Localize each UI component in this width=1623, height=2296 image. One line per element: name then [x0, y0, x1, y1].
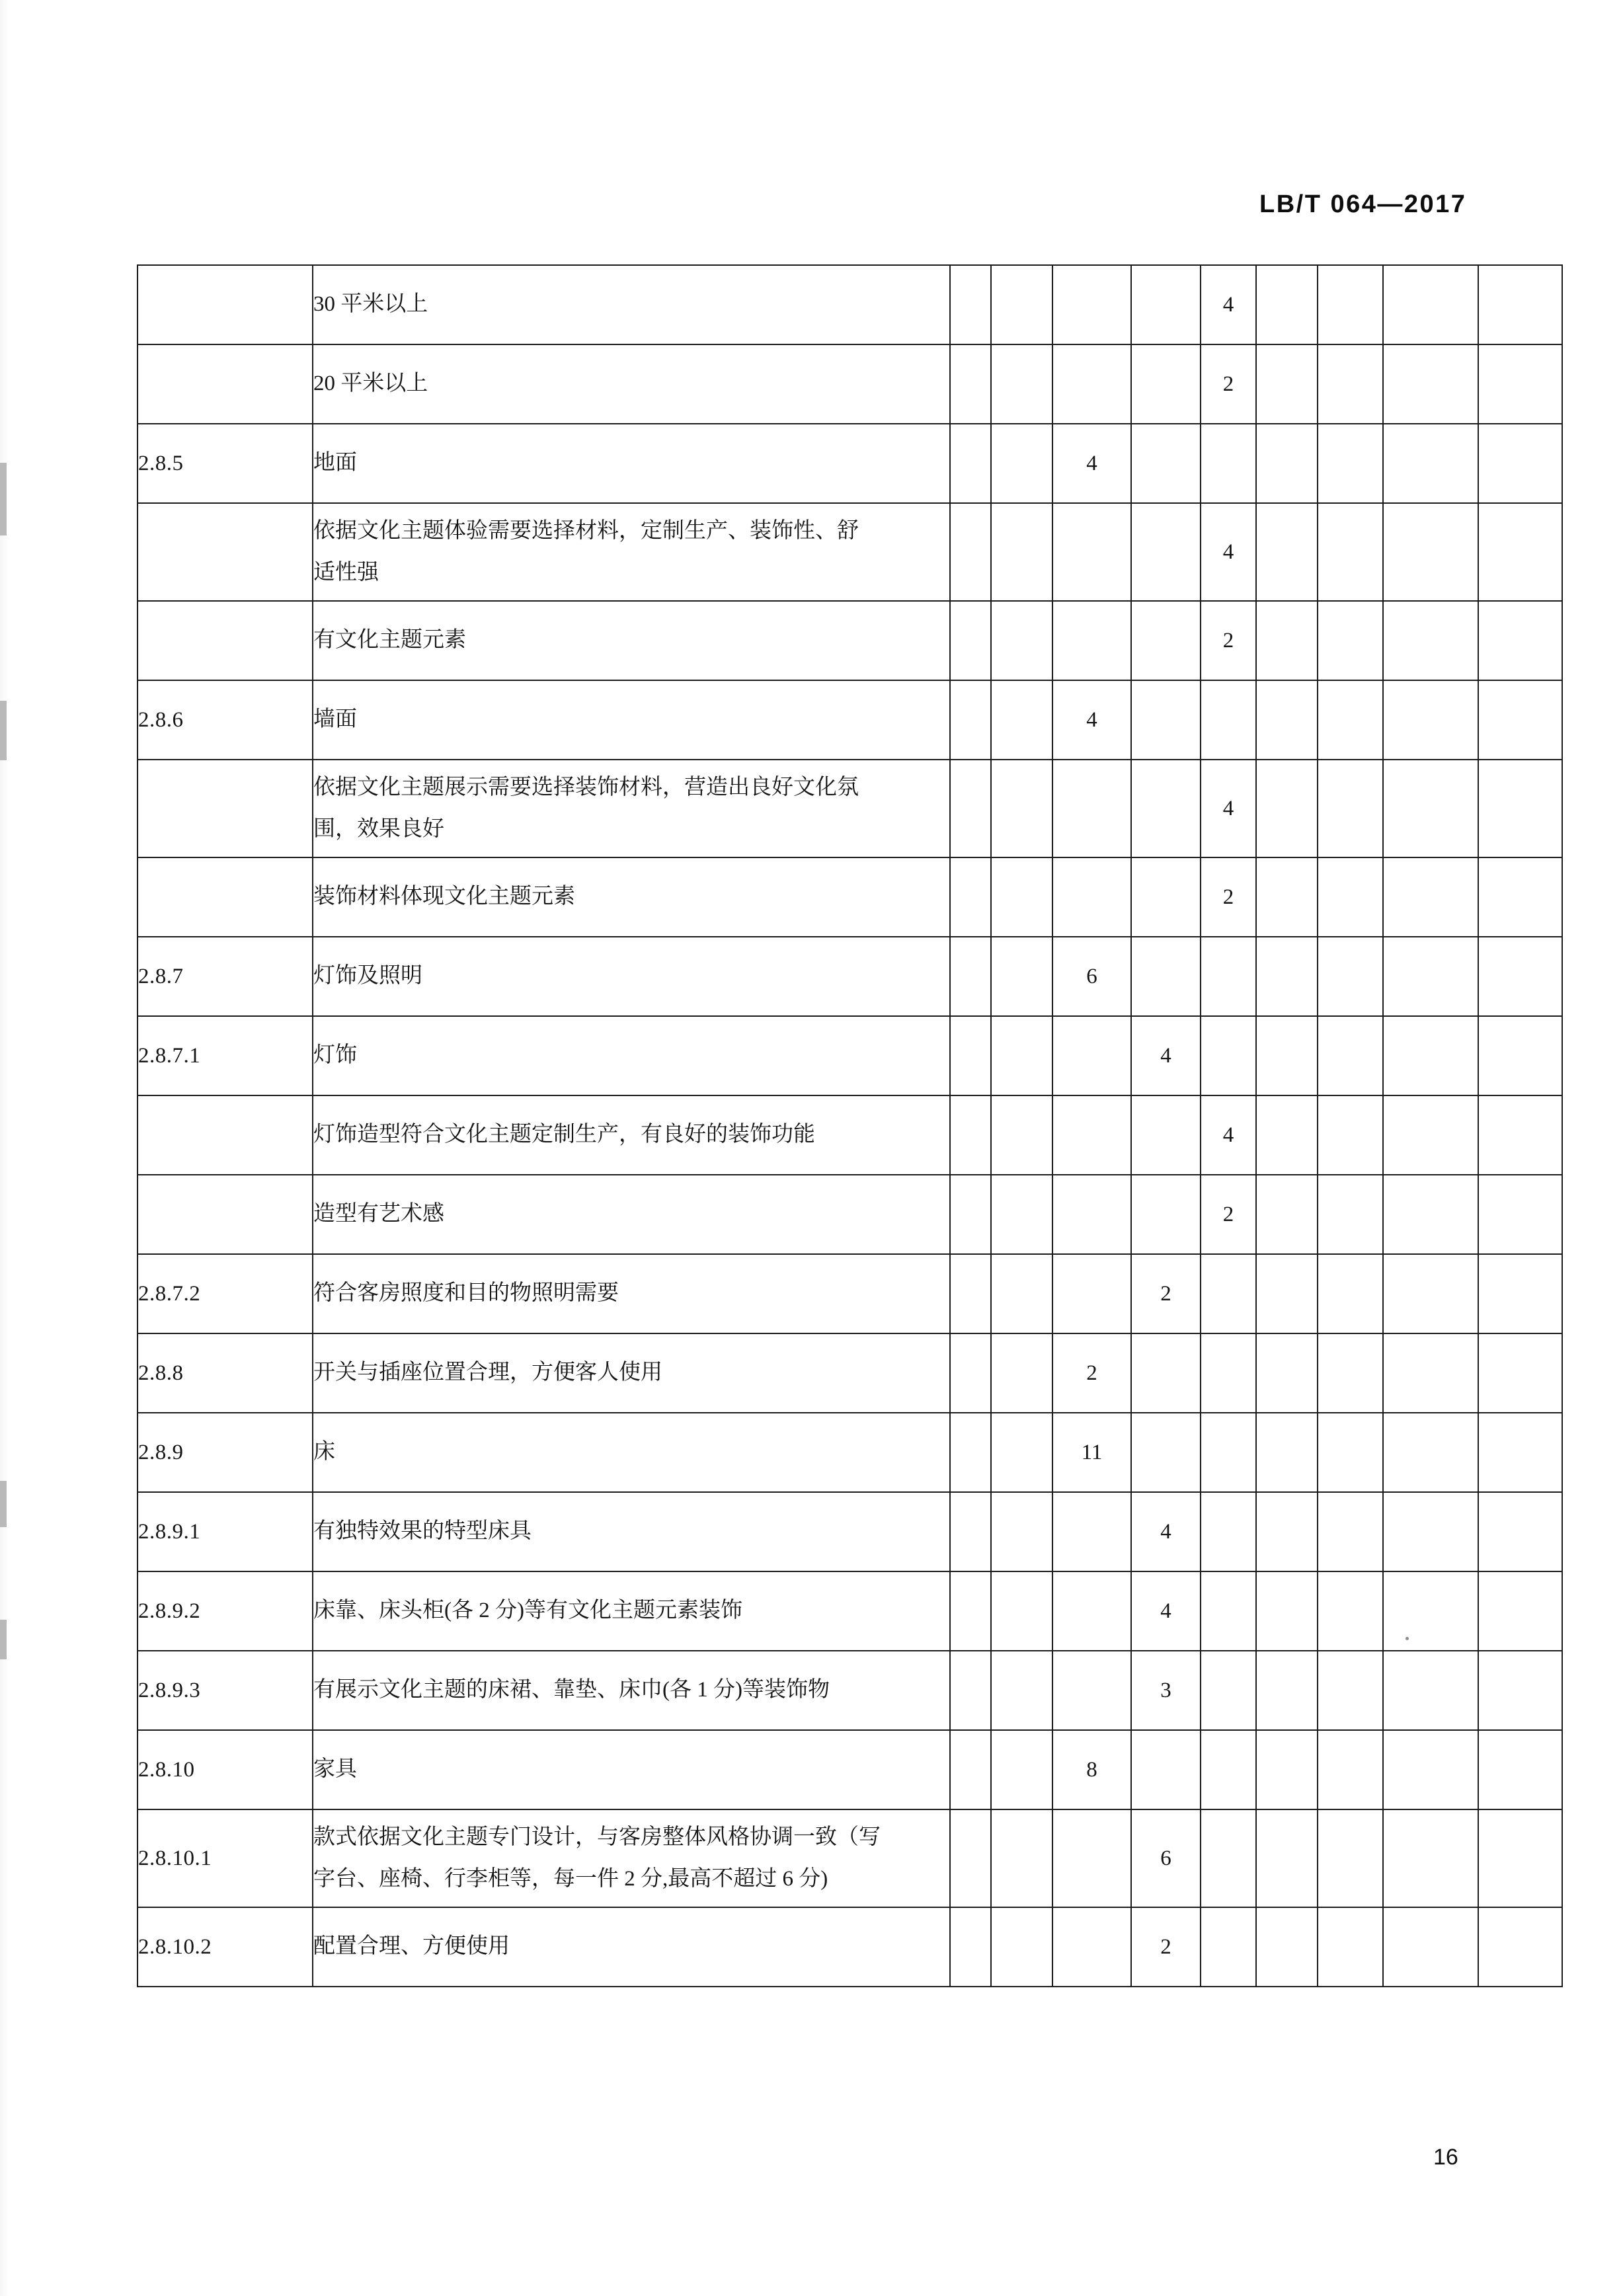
table-row	[138, 1492, 1562, 1571]
score-cell-c1	[950, 424, 991, 503]
score-cell-c8	[1383, 1175, 1478, 1254]
description-line: 装饰材料体现文化主题元素	[313, 885, 575, 909]
score-cell-c3: 4	[1052, 680, 1131, 760]
score-cell-c7	[1318, 424, 1383, 503]
table-row	[138, 344, 1562, 424]
score-cell-c9	[1478, 1413, 1562, 1492]
score-cell-c2	[991, 424, 1052, 503]
score-cell-c3	[1052, 1571, 1131, 1651]
score-cell-c2	[991, 1016, 1052, 1095]
score-cell-c9	[1478, 1492, 1562, 1571]
row-index-cell: 2.8.7.1	[138, 1016, 313, 1095]
score-cell-c5: 4	[1201, 760, 1256, 857]
row-description-cell	[313, 344, 950, 424]
score-cell-c2	[991, 857, 1052, 937]
description-line: 开关与插座位置合理，方便客人使用	[313, 1361, 662, 1385]
score-cell-c5: 4	[1201, 1095, 1256, 1175]
score-cell-c9	[1478, 424, 1562, 503]
row-description-cell	[313, 1254, 950, 1333]
score-cell-c2	[991, 1333, 1052, 1413]
score-cell-c3	[1052, 1095, 1131, 1175]
score-cell-c4: 4	[1131, 1492, 1201, 1571]
description-line: 地面	[313, 451, 357, 475]
score-cell-c8	[1383, 1016, 1478, 1095]
score-cell-c4: 2	[1131, 1907, 1201, 1987]
score-cell-c8	[1383, 760, 1478, 857]
score-cell-c6	[1256, 503, 1318, 601]
score-cell-c3: 4	[1052, 424, 1131, 503]
row-description-cell	[313, 1809, 950, 1907]
score-cell-c4: 2	[1131, 1254, 1201, 1333]
score-cell-c3	[1052, 503, 1131, 601]
description-line: 有文化主题元素	[313, 628, 466, 653]
score-cell-c1	[950, 1016, 991, 1095]
scan-tick-artifact	[0, 463, 7, 535]
table-row	[138, 1333, 1562, 1413]
table-row	[138, 424, 1562, 503]
score-cell-c8	[1383, 344, 1478, 424]
row-index-cell: 2.8.10	[138, 1730, 313, 1809]
score-cell-c9	[1478, 1907, 1562, 1987]
table-row	[138, 1095, 1562, 1175]
score-cell-c6	[1256, 1730, 1318, 1809]
score-cell-c5: 4	[1201, 265, 1256, 344]
score-cell-c2	[991, 1413, 1052, 1492]
score-cell-c8	[1383, 1809, 1478, 1907]
scan-tick-artifact	[0, 701, 7, 760]
score-cell-c3: 6	[1052, 937, 1131, 1016]
table-row	[138, 1730, 1562, 1809]
table-row	[138, 1809, 1562, 1907]
description-line: 有独特效果的特型床具	[313, 1519, 532, 1544]
row-description-cell	[313, 857, 950, 937]
score-cell-c3	[1052, 265, 1131, 344]
score-cell-c6	[1256, 857, 1318, 937]
score-cell-c8	[1383, 937, 1478, 1016]
score-cell-c7	[1318, 1730, 1383, 1809]
score-cell-c1	[950, 680, 991, 760]
score-cell-c9	[1478, 1095, 1562, 1175]
score-cell-c3	[1052, 1254, 1131, 1333]
row-index-cell	[138, 344, 313, 424]
row-index-cell	[138, 760, 313, 857]
score-cell-c2	[991, 680, 1052, 760]
row-description-cell	[313, 503, 950, 601]
scan-tick-artifact	[0, 1620, 7, 1659]
score-cell-c3: 8	[1052, 1730, 1131, 1809]
score-cell-c4	[1131, 424, 1201, 503]
row-index-cell: 2.8.10.2	[138, 1907, 313, 1987]
description-line: 30 平米以上	[313, 292, 428, 317]
score-cell-c2	[991, 1175, 1052, 1254]
score-cell-c1	[950, 1254, 991, 1333]
score-cell-c1	[950, 265, 991, 344]
row-index-cell: 2.8.5	[138, 424, 313, 503]
score-cell-c6	[1256, 601, 1318, 680]
row-description-cell	[313, 760, 950, 857]
score-cell-c7	[1318, 1095, 1383, 1175]
row-description-cell	[313, 1651, 950, 1730]
score-cell-c2	[991, 937, 1052, 1016]
score-cell-c5	[1201, 1333, 1256, 1413]
description-line: 有展示文化主题的床裙、靠垫、床巾(各 1 分)等装饰物	[313, 1678, 830, 1702]
score-cell-c3	[1052, 601, 1131, 680]
table-row	[138, 265, 1562, 344]
score-cell-c7	[1318, 1175, 1383, 1254]
score-cell-c1	[950, 1095, 991, 1175]
score-cell-c4	[1131, 503, 1201, 601]
score-cell-c1	[950, 1651, 991, 1730]
score-cell-c2	[991, 344, 1052, 424]
score-cell-c9	[1478, 680, 1562, 760]
score-cell-c8	[1383, 1333, 1478, 1413]
score-cell-c6	[1256, 1571, 1318, 1651]
score-cell-c1	[950, 601, 991, 680]
score-cell-c6	[1256, 1016, 1318, 1095]
score-cell-c9	[1478, 601, 1562, 680]
score-cell-c5	[1201, 1571, 1256, 1651]
score-cell-c1	[950, 1907, 991, 1987]
row-description-cell	[313, 1016, 950, 1095]
score-cell-c6	[1256, 1333, 1318, 1413]
score-cell-c7	[1318, 1333, 1383, 1413]
row-index-cell	[138, 601, 313, 680]
score-cell-c8	[1383, 424, 1478, 503]
score-cell-c9	[1478, 1809, 1562, 1907]
score-cell-c5	[1201, 1016, 1256, 1095]
score-cell-c9	[1478, 1016, 1562, 1095]
scan-tick-artifact	[0, 1481, 7, 1527]
score-cell-c6	[1256, 1907, 1318, 1987]
score-cell-c4	[1131, 680, 1201, 760]
table-row	[138, 1571, 1562, 1651]
score-cell-c5: 4	[1201, 503, 1256, 601]
score-cell-c9	[1478, 1571, 1562, 1651]
score-cell-c7	[1318, 265, 1383, 344]
score-cell-c7	[1318, 857, 1383, 937]
row-description-cell	[313, 1907, 950, 1987]
row-description-cell	[313, 1333, 950, 1413]
evaluation-criteria-table	[137, 264, 1563, 1987]
score-cell-c4	[1131, 1175, 1201, 1254]
description-line: 配置合理、方便使用	[313, 1934, 510, 1959]
score-cell-c3	[1052, 1651, 1131, 1730]
table-row	[138, 1651, 1562, 1730]
score-cell-c8	[1383, 1254, 1478, 1333]
description-line: 依据文化主题展示需要选择装饰材料，营造出良好文化氛	[313, 775, 859, 799]
row-index-cell	[138, 503, 313, 601]
row-description-cell	[313, 1175, 950, 1254]
row-index-cell	[138, 1175, 313, 1254]
score-cell-c8	[1383, 265, 1478, 344]
description-line: 床靠、床头柜(各 2 分)等有文化主题元素装饰	[313, 1599, 742, 1623]
score-cell-c3: 2	[1052, 1333, 1131, 1413]
description-line: 灯饰造型符合文化主题定制生产，有良好的装饰功能	[313, 1123, 815, 1147]
score-cell-c1	[950, 503, 991, 601]
score-cell-c2	[991, 1095, 1052, 1175]
score-cell-c1	[950, 1333, 991, 1413]
row-description-cell	[313, 601, 950, 680]
score-cell-c8	[1383, 1730, 1478, 1809]
score-cell-c2	[991, 1907, 1052, 1987]
score-cell-c8	[1383, 1907, 1478, 1987]
row-description-cell	[313, 265, 950, 344]
score-cell-c4	[1131, 937, 1201, 1016]
score-cell-c9	[1478, 1333, 1562, 1413]
description-line: 灯饰	[313, 1043, 357, 1068]
score-cell-c4	[1131, 1413, 1201, 1492]
score-cell-c4: 4	[1131, 1571, 1201, 1651]
score-cell-c3: 11	[1052, 1413, 1131, 1492]
score-cell-c5	[1201, 1492, 1256, 1571]
score-cell-c3	[1052, 1175, 1131, 1254]
row-description-cell	[313, 1413, 950, 1492]
score-cell-c7	[1318, 1907, 1383, 1987]
score-cell-c8	[1383, 1651, 1478, 1730]
score-cell-c7	[1318, 1016, 1383, 1095]
score-cell-c5	[1201, 680, 1256, 760]
score-cell-c8	[1383, 503, 1478, 601]
score-cell-c4: 4	[1131, 1016, 1201, 1095]
score-cell-c6	[1256, 1254, 1318, 1333]
score-cell-c2	[991, 1651, 1052, 1730]
score-cell-c4	[1131, 265, 1201, 344]
score-cell-c5	[1201, 424, 1256, 503]
row-index-cell	[138, 1095, 313, 1175]
row-description-cell	[313, 1730, 950, 1809]
score-cell-c3	[1052, 857, 1131, 937]
standard-code-header: LB/T 064—2017	[1259, 190, 1467, 218]
score-cell-c6	[1256, 1651, 1318, 1730]
score-cell-c6	[1256, 344, 1318, 424]
table-row	[138, 760, 1562, 857]
row-description-cell	[313, 1571, 950, 1651]
description-line: 围，效果良好	[313, 817, 444, 841]
row-index-cell: 2.8.7.2	[138, 1254, 313, 1333]
score-cell-c6	[1256, 937, 1318, 1016]
row-description-cell	[313, 424, 950, 503]
score-cell-c9	[1478, 1254, 1562, 1333]
score-cell-c6	[1256, 1175, 1318, 1254]
description-line: 墙面	[313, 707, 357, 732]
description-line: 家具	[313, 1757, 357, 1782]
score-cell-c7	[1318, 760, 1383, 857]
score-cell-c7	[1318, 680, 1383, 760]
score-cell-c3	[1052, 1016, 1131, 1095]
score-cell-c7	[1318, 1492, 1383, 1571]
table-row	[138, 1016, 1562, 1095]
score-cell-c1	[950, 1413, 991, 1492]
score-cell-c4	[1131, 344, 1201, 424]
score-cell-c4	[1131, 760, 1201, 857]
table-row	[138, 601, 1562, 680]
score-cell-c5	[1201, 1809, 1256, 1907]
score-cell-c9	[1478, 344, 1562, 424]
score-cell-c4: 6	[1131, 1809, 1201, 1907]
score-cell-c2	[991, 1571, 1052, 1651]
table-body	[138, 265, 1562, 1987]
score-cell-c9	[1478, 857, 1562, 937]
score-cell-c9	[1478, 503, 1562, 601]
description-line: 款式依据文化主题专门设计，与客房整体风格协调一致（写	[313, 1825, 881, 1849]
table-row	[138, 1175, 1562, 1254]
table-row	[138, 937, 1562, 1016]
row-index-cell: 2.8.9.1	[138, 1492, 313, 1571]
table-row	[138, 1907, 1562, 1987]
score-cell-c5	[1201, 1651, 1256, 1730]
score-cell-c5: 2	[1201, 601, 1256, 680]
score-cell-c3	[1052, 1809, 1131, 1907]
score-cell-c1	[950, 1809, 991, 1907]
score-cell-c1	[950, 1175, 991, 1254]
score-cell-c1	[950, 1492, 991, 1571]
description-line: 20 平米以上	[313, 372, 428, 396]
description-line: 符合客房照度和目的物照明需要	[313, 1281, 619, 1306]
score-cell-c1	[950, 857, 991, 937]
score-cell-c6	[1256, 760, 1318, 857]
scan-speck	[1405, 1637, 1409, 1640]
score-cell-c3	[1052, 1907, 1131, 1987]
score-cell-c1	[950, 1571, 991, 1651]
row-description-cell	[313, 680, 950, 760]
score-cell-c2	[991, 503, 1052, 601]
table-row	[138, 1254, 1562, 1333]
score-cell-c6	[1256, 680, 1318, 760]
row-description-cell	[313, 1492, 950, 1571]
score-cell-c2	[991, 1492, 1052, 1571]
row-index-cell: 2.8.8	[138, 1333, 313, 1413]
score-cell-c5	[1201, 1730, 1256, 1809]
table-row	[138, 857, 1562, 937]
score-cell-c7	[1318, 344, 1383, 424]
row-index-cell: 2.8.10.1	[138, 1809, 313, 1907]
score-cell-c5	[1201, 1907, 1256, 1987]
score-cell-c7	[1318, 1651, 1383, 1730]
row-index-cell	[138, 857, 313, 937]
score-cell-c6	[1256, 265, 1318, 344]
score-cell-c5	[1201, 1254, 1256, 1333]
score-cell-c6	[1256, 1413, 1318, 1492]
score-cell-c8	[1383, 1571, 1478, 1651]
score-cell-c2	[991, 1730, 1052, 1809]
row-description-cell	[313, 937, 950, 1016]
scan-edge-artifact	[0, 0, 9, 2296]
score-cell-c4	[1131, 857, 1201, 937]
score-cell-c7	[1318, 1254, 1383, 1333]
score-cell-c1	[950, 1730, 991, 1809]
page-number: 16	[1433, 2145, 1458, 2170]
score-cell-c7	[1318, 503, 1383, 601]
score-cell-c9	[1478, 760, 1562, 857]
row-index-cell: 2.8.9.3	[138, 1651, 313, 1730]
score-cell-c2	[991, 1254, 1052, 1333]
score-cell-c6	[1256, 1809, 1318, 1907]
score-cell-c9	[1478, 1175, 1562, 1254]
table-row	[138, 503, 1562, 601]
description-line: 造型有艺术感	[313, 1202, 444, 1226]
score-cell-c2	[991, 265, 1052, 344]
row-index-cell: 2.8.6	[138, 680, 313, 760]
score-cell-c5	[1201, 937, 1256, 1016]
score-cell-c7	[1318, 601, 1383, 680]
score-cell-c3	[1052, 760, 1131, 857]
description-line: 床	[313, 1440, 335, 1464]
description-line: 字台、座椅、行李柜等，每一件 2 分,最高不超过 6 分)	[313, 1867, 828, 1891]
score-cell-c9	[1478, 265, 1562, 344]
score-cell-c4	[1131, 1333, 1201, 1413]
score-cell-c6	[1256, 424, 1318, 503]
row-index-cell: 2.8.7	[138, 937, 313, 1016]
score-cell-c9	[1478, 1730, 1562, 1809]
score-cell-c4	[1131, 1730, 1201, 1809]
description-line: 依据文化主题体验需要选择材料，定制生产、装饰性、舒	[313, 518, 859, 543]
score-cell-c6	[1256, 1492, 1318, 1571]
row-description-cell	[313, 1095, 950, 1175]
score-cell-c7	[1318, 937, 1383, 1016]
score-cell-c4: 3	[1131, 1651, 1201, 1730]
row-index-cell: 2.8.9	[138, 1413, 313, 1492]
score-cell-c8	[1383, 857, 1478, 937]
score-cell-c1	[950, 760, 991, 857]
table-row	[138, 680, 1562, 760]
score-cell-c9	[1478, 1651, 1562, 1730]
score-cell-c2	[991, 1809, 1052, 1907]
score-cell-c8	[1383, 1095, 1478, 1175]
score-cell-c2	[991, 601, 1052, 680]
score-cell-c3	[1052, 1492, 1131, 1571]
score-cell-c9	[1478, 937, 1562, 1016]
score-cell-c7	[1318, 1809, 1383, 1907]
score-cell-c8	[1383, 1492, 1478, 1571]
score-cell-c8	[1383, 680, 1478, 760]
table-row	[138, 1413, 1562, 1492]
score-cell-c8	[1383, 601, 1478, 680]
row-index-cell: 2.8.9.2	[138, 1571, 313, 1651]
row-index-cell	[138, 265, 313, 344]
score-cell-c1	[950, 937, 991, 1016]
description-line: 适性强	[313, 561, 379, 584]
score-cell-c4	[1131, 601, 1201, 680]
score-cell-c6	[1256, 1095, 1318, 1175]
score-cell-c7	[1318, 1571, 1383, 1651]
score-cell-c5	[1201, 1413, 1256, 1492]
score-cell-c8	[1383, 1413, 1478, 1492]
score-cell-c5: 2	[1201, 857, 1256, 937]
score-cell-c1	[950, 344, 991, 424]
score-cell-c2	[991, 760, 1052, 857]
score-cell-c4	[1131, 1095, 1201, 1175]
score-cell-c7	[1318, 1413, 1383, 1492]
score-cell-c3	[1052, 344, 1131, 424]
description-line: 灯饰及照明	[313, 964, 422, 988]
score-cell-c5: 2	[1201, 344, 1256, 424]
score-cell-c5: 2	[1201, 1175, 1256, 1254]
